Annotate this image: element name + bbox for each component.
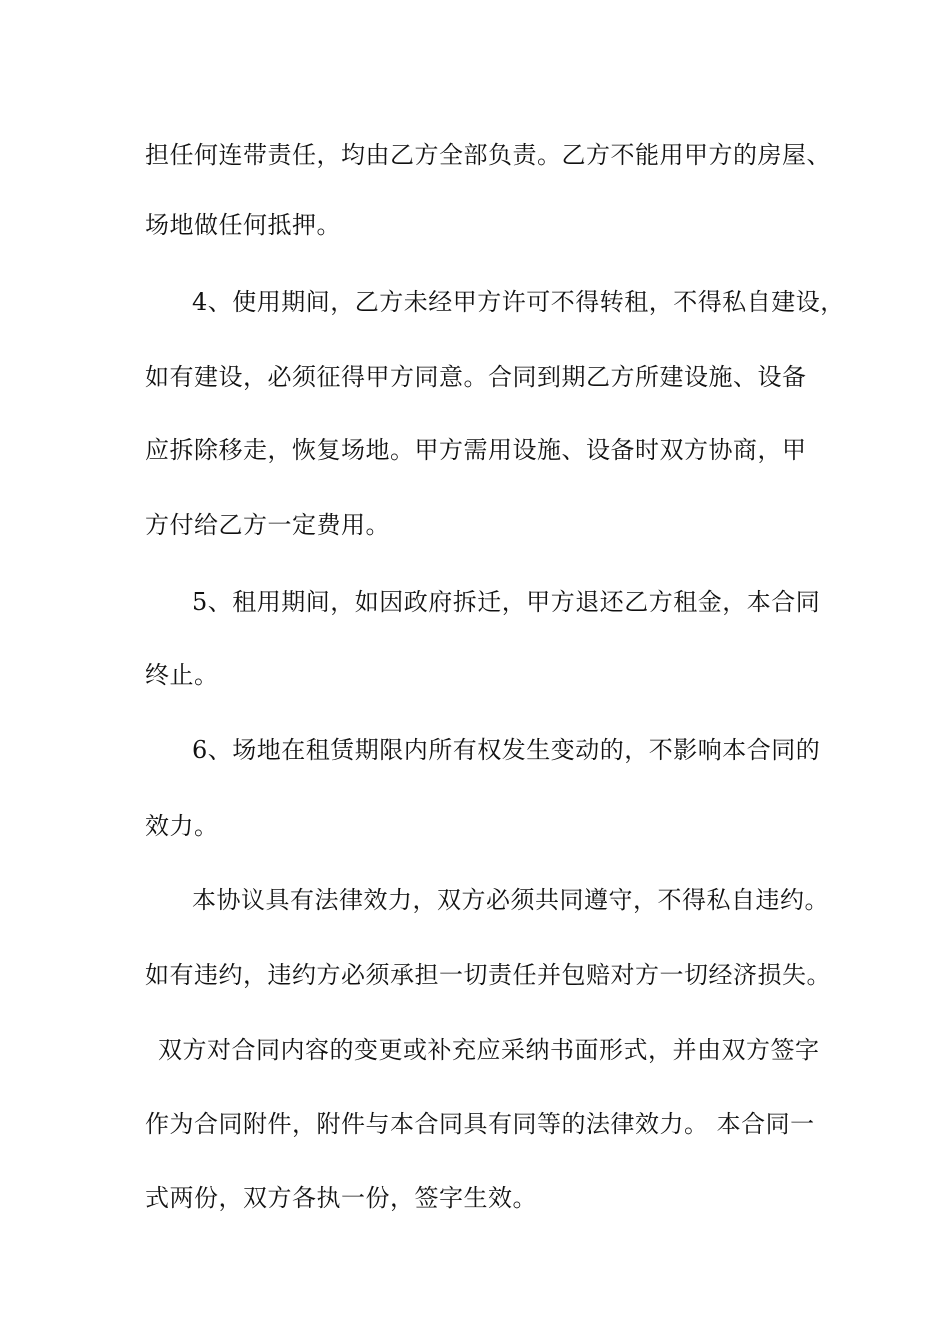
text-line: 效力。 bbox=[145, 812, 219, 840]
text-line: 如有建设，必须征得甲方同意。合同到期乙方所建设施、设备 bbox=[145, 363, 807, 391]
text-line: 5、租用期间，如因政府拆迁，甲方退还乙方租金，本合同 bbox=[192, 588, 821, 616]
text-line: 方付给乙方一定费用。 bbox=[145, 511, 390, 539]
text-line: 如有违约，违约方必须承担一切责任并包赔对方一切经济损失。 bbox=[145, 961, 831, 989]
text-line: 场地做任何抵押。 bbox=[145, 211, 341, 239]
text-line: 双方对合同内容的变更或补充应采纳书面形式，并由双方签字 bbox=[158, 1036, 820, 1064]
text-line: 本协议具有法律效力，双方必须共同遵守，不得私自违约。 bbox=[192, 886, 829, 914]
text-line: 应拆除移走，恢复场地。甲方需用设施、设备时双方协商，甲 bbox=[145, 436, 807, 464]
text-line: 4、使用期间，乙方未经甲方许可不得转租，不得私自建设， bbox=[192, 288, 845, 316]
text-line: 式两份，双方各执一份，签字生效。 bbox=[145, 1184, 537, 1212]
text-line: 6、场地在租赁期限内所有权发生变动的，不影响本合同的 bbox=[192, 736, 821, 764]
text-line: 担任何连带责任，均由乙方全部负责。乙方不能用甲方的房屋、 bbox=[145, 141, 831, 169]
text-line: 终止。 bbox=[145, 661, 219, 689]
text-line: 作为合同附件，附件与本合同具有同等的法律效力。 本合同一 bbox=[145, 1110, 815, 1138]
